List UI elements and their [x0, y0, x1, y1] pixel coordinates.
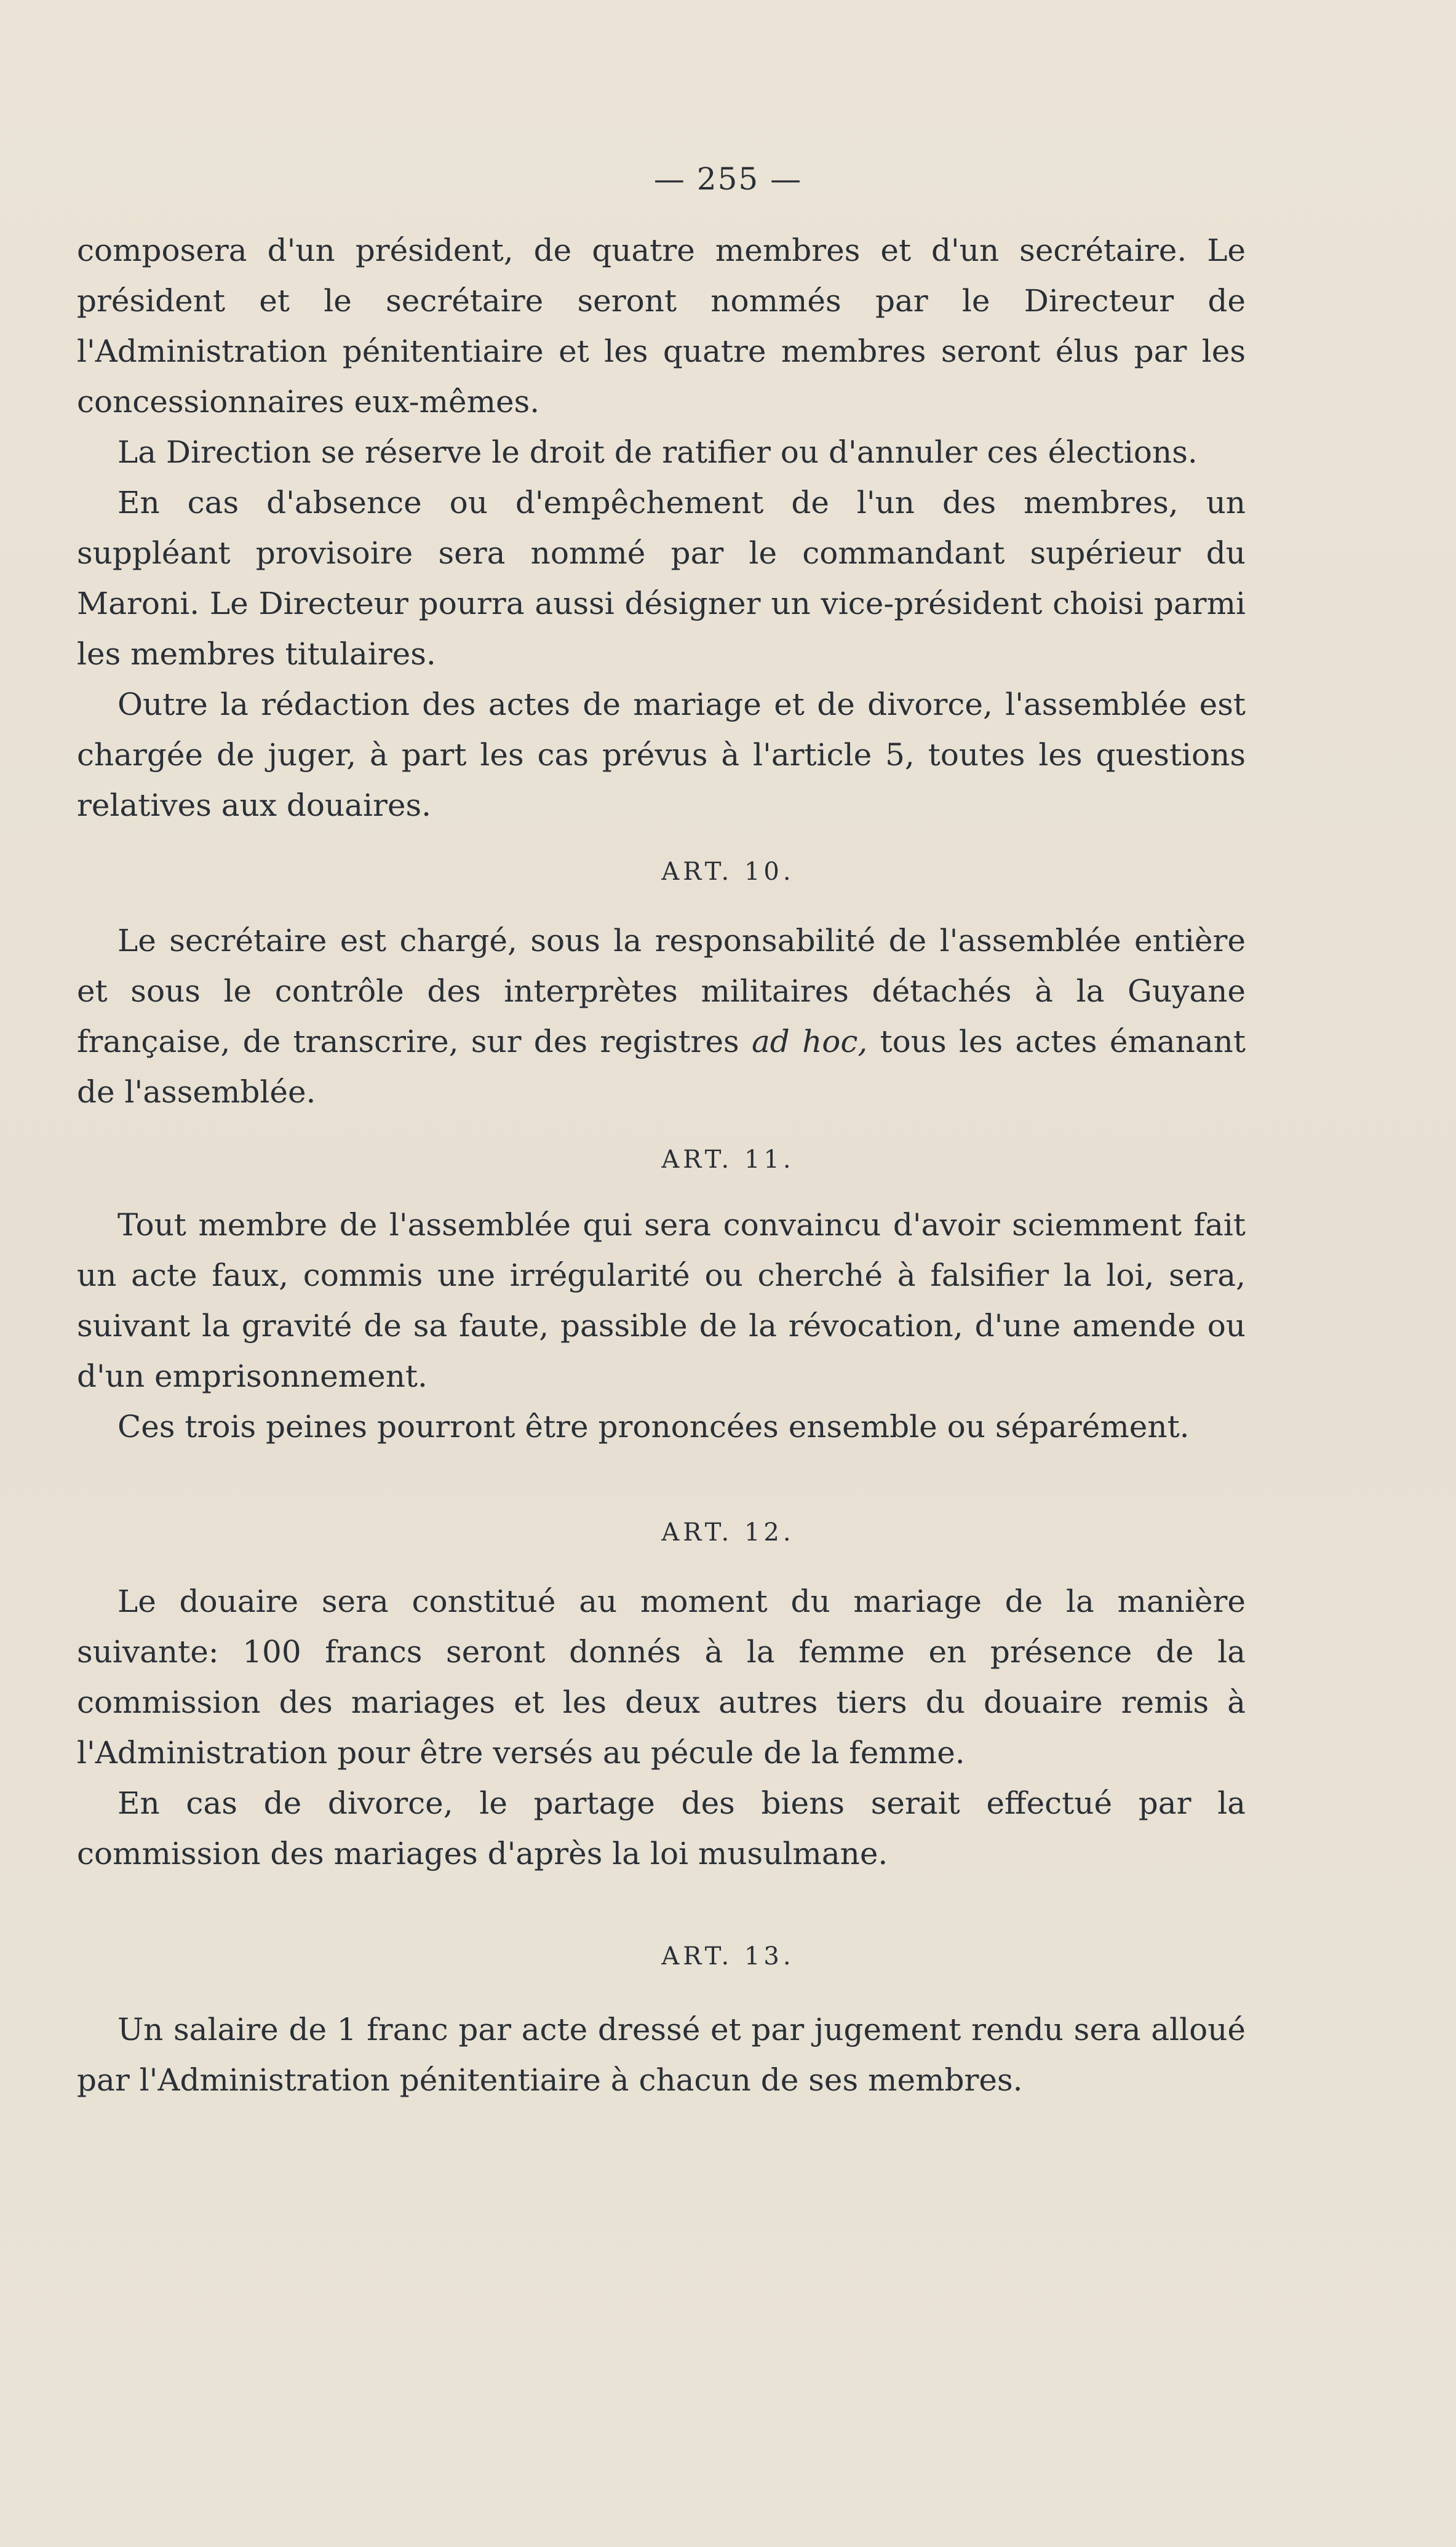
paragraph: Le douaire sera constitué au moment du mariage de la manière suivante: 100 francs seront donnés à la femme en présence de la commission des mariages et les deux autres tiers du douaire remis à l'Administration pour être versés au pécule de la femme. [77, 1584, 1246, 1771]
text-run: Le secrétaire est chargé, sous la responsabilité de l'assemblée entière et sous le contrôle des interprètes militaires détachés à la Guyane française, de transcrire, sur des registres [77, 923, 1246, 1059]
article-12-section [77, 1576, 1246, 1879]
paragraph: En cas de divorce, le partage des biens serait effectué par la commission des mariages d'après la loi musulmane. [77, 1785, 1246, 1871]
article-10-heading: ART. 10. [661, 858, 795, 886]
page-number: — 255 — [653, 161, 803, 197]
paragraph: Outre la rédaction des actes de mariage et de divorce, l'assemblée est chargée de juger, à part les cas prévus à l'article 5, toutes les questions relatives aux douaires. [77, 687, 1246, 823]
italic-term: ad hoc, [752, 1024, 868, 1059]
paragraph: Un salaire de 1 franc par acte dressé et par jugement rendu sera alloué par l'Administration pénitentiaire à chacun de ses membres. [77, 2012, 1246, 2098]
paragraph: En cas d'absence ou d'empêchement de l'un des membres, un suppléant provisoire sera nommé par le commandant supérieur du Maroni. Le Directeur pourra aussi désigner un vice-président choisi parmi les membres titulaires. [77, 485, 1246, 672]
intro-section [77, 225, 1246, 831]
article-13-heading: ART. 13. [661, 1942, 795, 1971]
paragraph: composera d'un président, de quatre membres et d'un secrétaire. Le président et le secrétaire seront nommés par le Directeur de l'Administration pénitentiaire et les quatre membres seront élus par les concessionnaires eux-mêmes. [77, 233, 1246, 420]
paragraph: Tout membre de l'assemblée qui sera convaincu d'avoir sciemment fait un acte faux, commis une irrégularité ou cherché à falsifier la loi, sera, suivant la gravité de sa faute, passible de la révocation, d'une amende ou d'un emprisonnement. [77, 1207, 1246, 1394]
article-12-heading: ART. 12. [661, 1518, 795, 1547]
paragraph: Ces trois peines pourront être prononcées ensemble ou séparément. [117, 1409, 1190, 1445]
paragraph [77, 915, 1246, 1117]
text-run: tous les actes émanant de l'assemblée. [77, 1024, 1246, 1110]
article-10-section [77, 915, 1246, 1117]
article-11-section [77, 1200, 1246, 1452]
paragraph: La Direction se réserve le droit de ratifier ou d'annuler ces élections. [117, 434, 1198, 470]
article-13-section [77, 2004, 1246, 2105]
article-11-heading: ART. 11. [661, 1146, 795, 1174]
